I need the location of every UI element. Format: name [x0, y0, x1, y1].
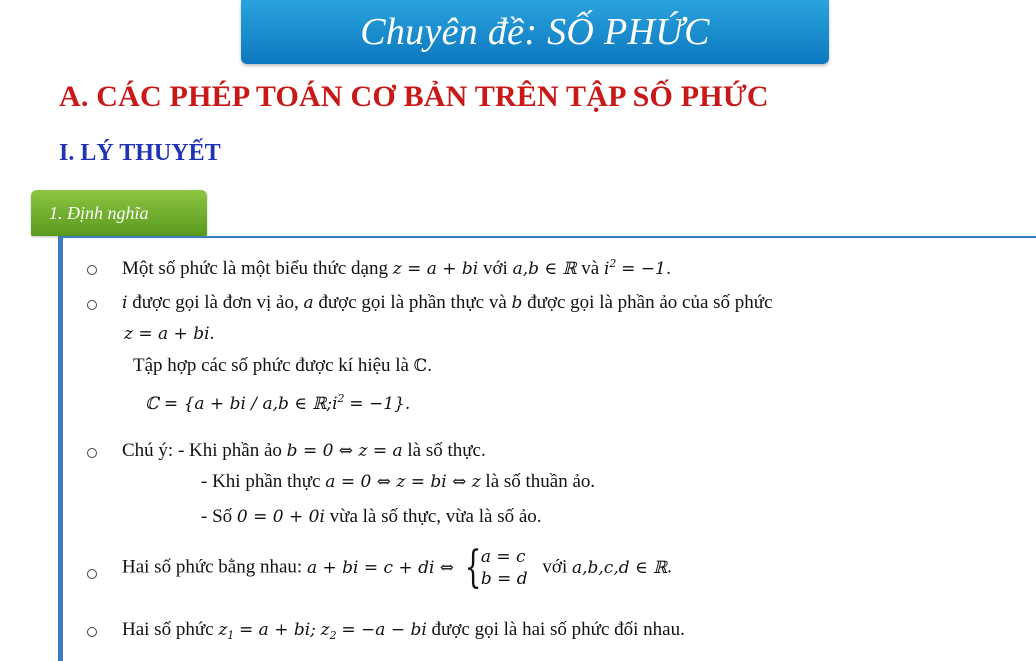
- bullet-2-text-line3: Tập hợp các số phức được kí hiệu là ℂ.: [133, 355, 433, 376]
- definition-tab: [31, 190, 207, 236]
- bullet-4-icon: [87, 569, 97, 579]
- bullet-5-text: Hai số phức $z_1 = a$ + bi; $z_2 = -a$ − bi được gọi là hai số phức đối nhau.: [122, 619, 685, 642]
- bullet-3-text-line3: - Số 0 = 0 + 0i vừa là số thực, vừa là số ảo.: [201, 506, 542, 527]
- section-heading-i: I. LÝ THUYẾT: [59, 140, 221, 166]
- bullet-1-icon: [87, 265, 97, 275]
- complex-set-definition: ℂ = {a + bi / a,b ∈ $ℝ;i^2 = -1$}.: [145, 392, 411, 414]
- banner-title: Chuyên đề: SỐ PHỨC: [360, 11, 710, 53]
- bullet-5-icon: [87, 627, 97, 637]
- section-heading-a: A. CÁC PHÉP TOÁN CƠ BẢN TRÊN TẬP SỐ PHỨC: [59, 80, 769, 113]
- definition-tab-label: 1. Định nghĩa: [49, 202, 149, 223]
- bullet-4-text: Hai số phức bằng nhau: a + bi = c + di ⇔ {a = c b = d với a,b,c,d ∈ ℝ.: [122, 542, 672, 594]
- bullet-3-text-line2: - Khi phần thực a = 0 ⇔ z = bi ⇔ z là số thuần ảo.: [201, 471, 596, 492]
- bullet-3-text-line1: Chú ý: - Khi phần ảo b = 0 ⇔ z = a là số thực.: [122, 440, 486, 461]
- content-frame-top: [58, 236, 1036, 238]
- bullet-2-text-line1: i được gọi là đơn vị ảo, a được gọi là phần thực và b được gọi là phần ảo của số phức: [122, 292, 773, 313]
- bullet-2-text-line2: z = a + bi.: [124, 323, 215, 344]
- bullet-1-text: Một số phức là một biểu thức dạng z = a + bi với a,b ∈ ℝ và $i^2 = -1$.: [122, 257, 672, 279]
- system-brace-icon: {: [464, 542, 482, 594]
- bullet-2-icon: [87, 300, 97, 310]
- equality-system: a = c b = d: [480, 547, 528, 590]
- title-banner: [241, 0, 829, 64]
- content-frame-left: [58, 236, 63, 661]
- bullet-3-icon: [87, 448, 97, 458]
